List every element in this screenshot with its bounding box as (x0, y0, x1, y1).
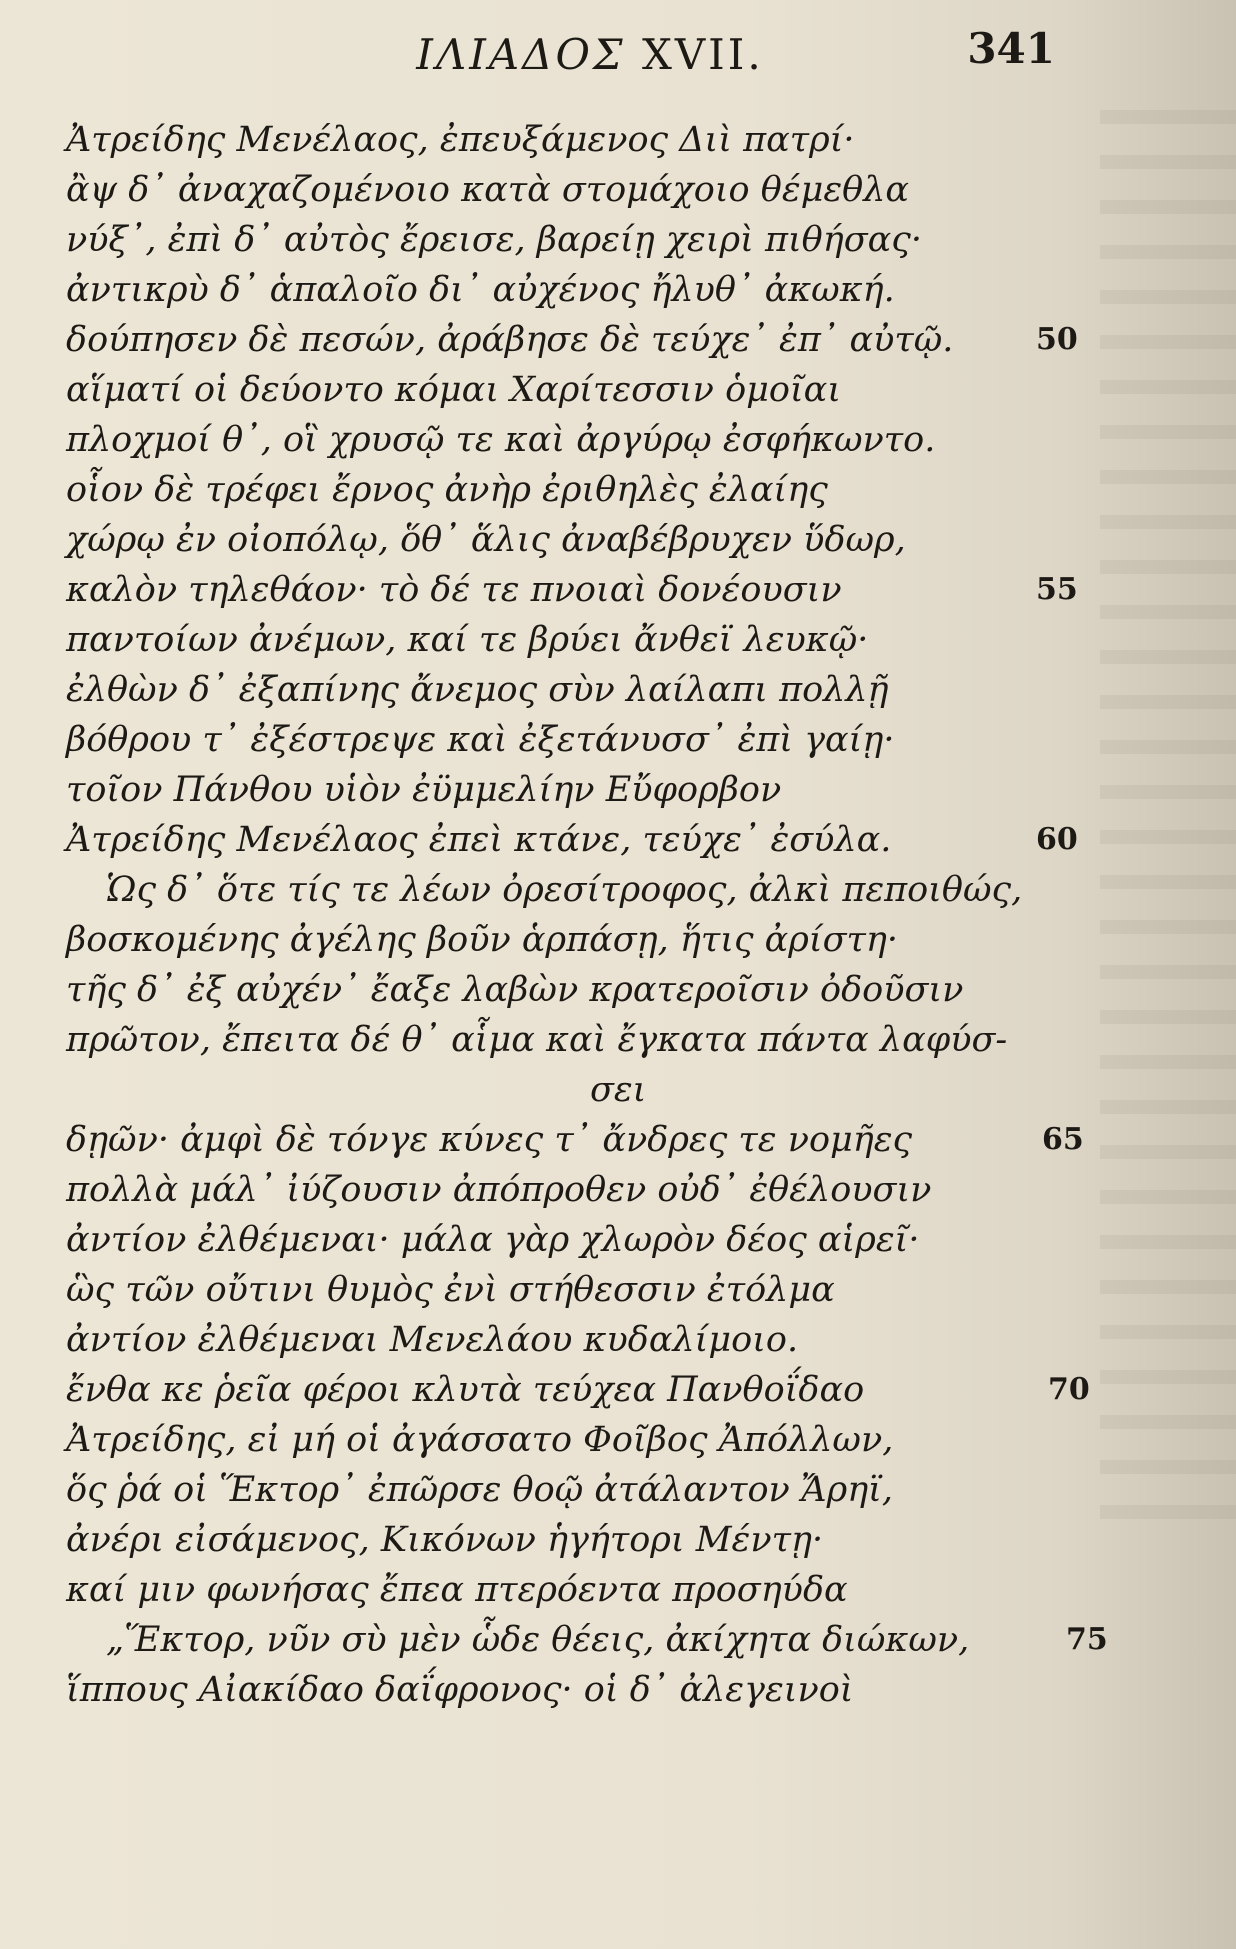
verse-line: τῆς δ᾽ ἐξ αὐχέν᾽ ἔαξε λαβὼν κρατεροῖσιν ὀδοῦσιν (66, 970, 964, 1010)
line-number: 75 (1066, 1622, 1108, 1657)
line-number: 50 (1036, 322, 1078, 357)
verse-line: Ἀτρείδης, εἰ μή οἱ ἀγάσσατο Φοῖβος Ἀπόλλων, (66, 1420, 894, 1460)
running-title-greek: ΙΛΙΑΔΟΣ (416, 30, 626, 79)
verse-line: βοσκομένης ἀγέλης βοῦν ἁρπάσῃ, ἥτις ἀρίστη· (66, 920, 898, 960)
verse-line: ἔνθα κε ῥεῖα φέροι κλυτὰ τεύχεα Πανθοΐδαο (66, 1370, 865, 1410)
line-number: 55 (1036, 572, 1078, 607)
verse-line: ἀντίον ἐλθέμεναι Μενελάου κυδαλίμοιο. (66, 1320, 799, 1360)
verse-line: „Ἕκτορ, νῦν σὺ μὲν ὧδε θέεις, ἀκίχητα διώκων, (106, 1620, 970, 1660)
verse-line: χώρῳ ἐν οἰοπόλῳ, ὅθ᾽ ἅλις ἀναβέβρυχεν ὕδωρ, (66, 520, 906, 560)
verse-line: ὣς τῶν οὔτινι θυμὸς ἐνὶ στήθεσσιν ἐτόλμα (66, 1270, 835, 1310)
bleed-through (1100, 110, 1236, 1530)
verse-line: ἂψ δ᾽ ἀναχαζομένοιο κατὰ στομάχοιο θέμεθλα (66, 170, 910, 210)
verse-line: πρῶτον, ἔπειτα δέ θ᾽ αἷμα καὶ ἔγκατα πάντα λαφύσ- (66, 1020, 1008, 1060)
verse-line: πολλὰ μάλ᾽ ἰύζουσιν ἀπόπροθεν οὐδ᾽ ἐθέλουσιν (66, 1170, 932, 1210)
verse-line: καλὸν τηλεθάον· τὸ δέ τε πνοιαὶ δονέουσιν (66, 570, 842, 610)
verse-line: παντοίων ἀνέμων, καί τε βρύει ἄνθεϊ λευκῷ· (66, 620, 869, 660)
verse-line: ἐλθὼν δ᾽ ἐξαπίνης ἄνεμος σὺν λαίλαπι πολλῇ (66, 670, 889, 710)
line-number: 60 (1036, 822, 1078, 857)
verse-line: ἀντικρὺ δ᾽ ἁπαλοῖο δι᾽ αὐχένος ἤλυθ᾽ ἀκωκή. (66, 270, 895, 310)
verse-line: ἀντίον ἐλθέμεναι· μάλα γὰρ χλωρὸν δέος αἱρεῖ· (66, 1220, 920, 1260)
verse-line: ἀνέρι εἰσάμενος, Κικόνων ἡγήτορι Μέντῃ· (66, 1520, 824, 1560)
verse-line: αἵματί οἱ δεύοντο κόμαι Χαρίτεσσιν ὁμοῖαι (66, 370, 842, 410)
verse-line: Ἀτρείδης Μενέλαος ἐπεὶ κτάνε, τεύχε᾽ ἐσύλα. (66, 820, 892, 860)
running-title-book: XVII. (641, 30, 764, 79)
verse-line: σει (590, 1070, 647, 1110)
line-number: 70 (1048, 1372, 1090, 1407)
verse-line: ὅς ῥά οἱ Ἕκτορ᾽ ἐπῶρσε θοῷ ἀτάλαντον Ἄρηϊ, (66, 1470, 894, 1510)
verse-line: τοῖον Πάνθου υἱὸν ἐϋμμελίην Εὔφορβον (66, 770, 782, 810)
verse-line: ἵππους Αἰακίδαο δαΐφρονος· οἱ δ᾽ ἀλεγεινοὶ (66, 1670, 854, 1710)
verse-line: Ἀτρείδης Μενέλαος, ἐπευξάμενος Διὶ πατρί· (66, 120, 855, 160)
verse-line: δῃῶν· ἀμφὶ δὲ τόνγε κύνες τ᾽ ἄνδρες τε νομῆες (66, 1120, 913, 1160)
verse-line: Ὡς δ᾽ ὅτε τίς τε λέων ὀρεσίτροφος, ἀλκὶ πεποιθώς, (106, 870, 1023, 910)
line-number: 65 (1042, 1122, 1084, 1157)
verse-line: πλοχμοί θ᾽, οἳ χρυσῷ τε καὶ ἀργύρῳ ἐσφήκωντο. (66, 420, 936, 460)
verse-line: οἷον δὲ τρέφει ἔρνος ἀνὴρ ἐριθηλὲς ἐλαίης (66, 470, 828, 510)
running-head (0, 22, 1236, 82)
verse-line: δούπησεν δὲ πεσών, ἀράβησε δὲ τεύχε᾽ ἐπ᾽ αὐτῷ. (66, 320, 954, 360)
page-number: 341 (967, 24, 1055, 73)
verse-line: νύξ᾽, ἐπὶ δ᾽ αὐτὸς ἔρεισε, βαρείῃ χειρὶ πιθήσας· (66, 220, 922, 260)
verse-line: καί μιν φωνήσας ἔπεα πτερόεντα προσηύδα (66, 1570, 848, 1610)
verse-line: βόθρου τ᾽ ἐξέστρεψε καὶ ἐξετάνυσσ᾽ ἐπὶ γαίῃ· (66, 720, 895, 760)
